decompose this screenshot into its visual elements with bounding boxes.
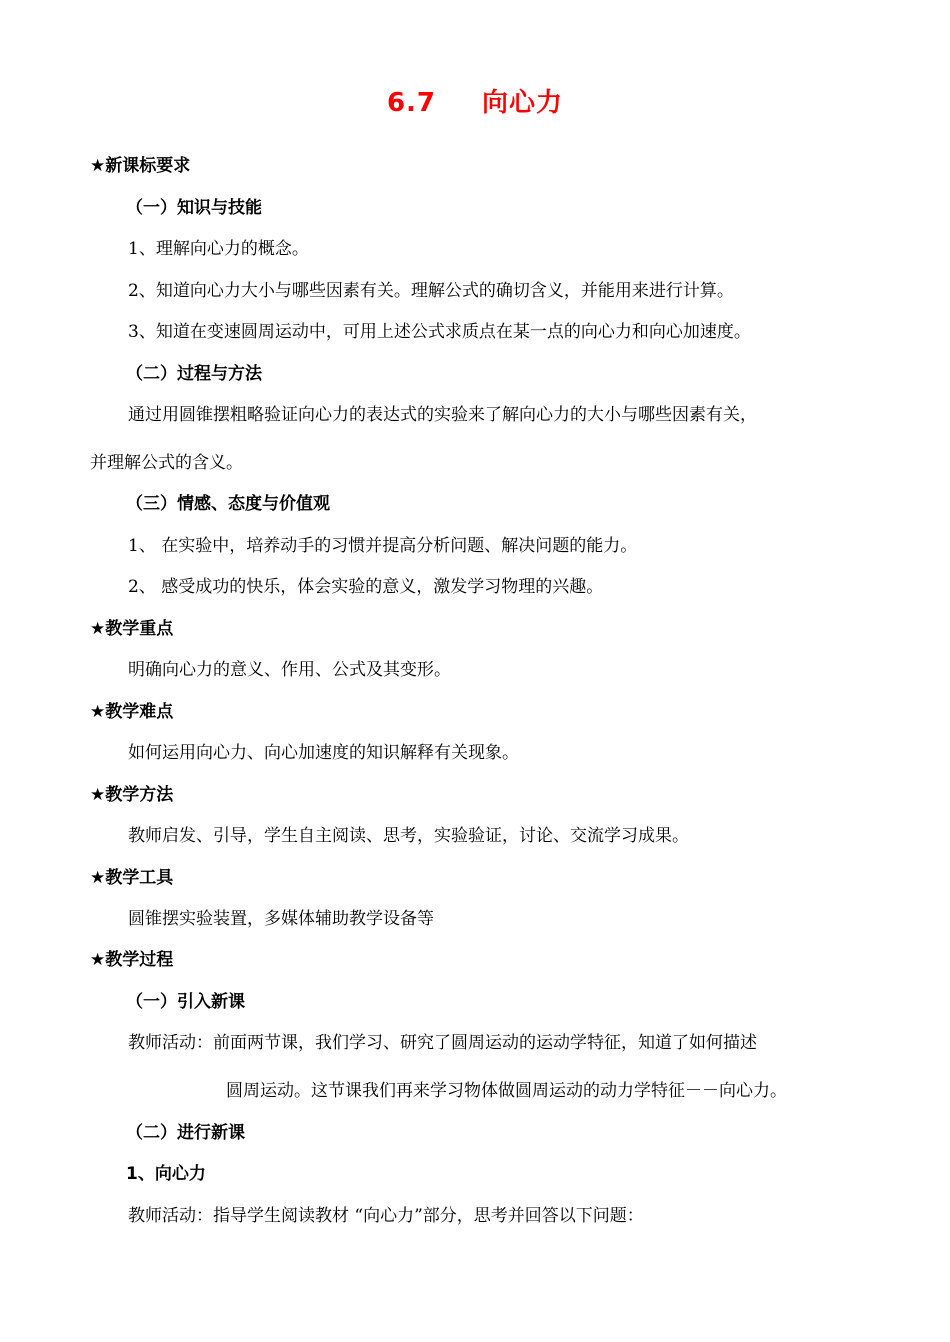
paragraph-fangfa: 教师启发、引导，学生自主阅读、思考，实验验证，讨论、交流学习成果。 bbox=[128, 826, 689, 846]
heading-zhongdian: ★教学重点 bbox=[90, 619, 174, 639]
paragraph-nandian: 如何运用向心力、向心加速度的知识解释有关现象。 bbox=[128, 743, 519, 763]
paragraph-intro-line2: 圆周运动。这节课我们再来学习物体做圆周运动的动力学特征－－向心力。 bbox=[226, 1081, 787, 1101]
paragraph-zhongdian: 明确向心力的意义、作用、公式及其变形。 bbox=[128, 660, 451, 680]
paragraph-knowledge-1: 1、理解向心力的概念。 bbox=[128, 239, 309, 259]
page-title bbox=[0, 82, 950, 119]
paragraph-knowledge-2: 2、知道向心力大小与哪些因素有关。理解公式的确切含义，并能用来进行计算。 bbox=[128, 281, 734, 301]
subheading-attitude: （三）情感、态度与价值观 bbox=[126, 494, 330, 514]
paragraph-process-line1: 通过用圆锥摆粗略验证向心力的表达式的实验来了解向心力的大小与哪些因素有关， bbox=[128, 405, 757, 425]
subheading-knowledge: （一）知识与技能 bbox=[126, 198, 262, 218]
heading-fangfa: ★教学方法 bbox=[90, 785, 174, 805]
section-number: 6.7 bbox=[386, 88, 437, 118]
subheading-new-lesson: （二）进行新课 bbox=[126, 1123, 245, 1143]
paragraph-teacher-activity: 教师活动：指导学生阅读教材 “向心力”部分，思考并回答以下问题： bbox=[128, 1206, 644, 1226]
heading-guocheng: ★教学过程 bbox=[90, 950, 174, 970]
paragraph-intro-line1: 教师活动：前面两节课，我们学习、研究了圆周运动的运动学特征，知道了如何描述 bbox=[128, 1033, 757, 1053]
subheading-centripetal-force: 1、向心力 bbox=[126, 1164, 206, 1184]
paragraph-knowledge-3: 3、知道在变速圆周运动中，可用上述公式求质点在某一点的向心力和向心加速度。 bbox=[128, 322, 751, 342]
subheading-process: （二）过程与方法 bbox=[126, 364, 262, 384]
title-text: 向心力 bbox=[482, 88, 564, 118]
paragraph-process-line2: 并理解公式的含义。 bbox=[90, 453, 243, 473]
heading-nandian: ★教学难点 bbox=[90, 702, 174, 722]
heading-kebiao: ★新课标要求 bbox=[90, 156, 191, 176]
subheading-intro: （一）引入新课 bbox=[126, 992, 245, 1012]
paragraph-attitude-1: 1、 在实验中，培养动手的习惯并提高分析问题、解决问题的能力。 bbox=[128, 536, 638, 556]
paragraph-attitude-2: 2、 感受成功的快乐，体会实验的意义，激发学习物理的兴趣。 bbox=[128, 577, 604, 597]
paragraph-gongju: 圆锥摆实验装置，多媒体辅助教学设备等 bbox=[128, 909, 434, 929]
heading-gongju: ★教学工具 bbox=[90, 868, 174, 888]
